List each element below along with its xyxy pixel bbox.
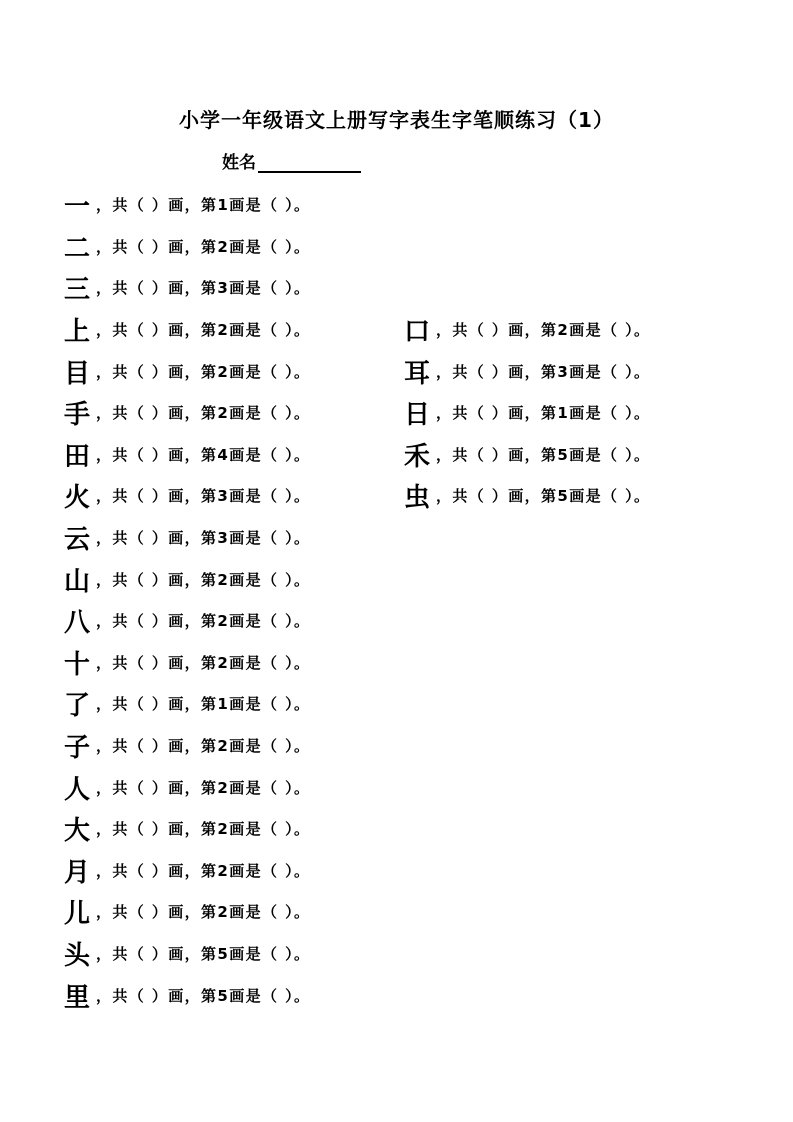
target-character: 大 [64,816,91,847]
name-field [222,148,361,173]
exercise-item [64,766,310,808]
name-label: 姓名 [222,153,256,173]
stroke-question: ，共（ ）画，第2画是（ ）。 [96,570,311,589]
stroke-question: ，共（ ）画，第2画是（ ）。 [96,653,311,672]
stroke-question: ，共（ ）画，第3画是（ ）。 [436,362,651,381]
target-character: 里 [64,982,91,1013]
exercise-item [64,933,310,975]
target-character: 田 [64,441,91,472]
exercise-row [64,350,764,392]
exercise-item [64,434,310,476]
stroke-question: ，共（ ）画，第5画是（ ）。 [96,944,311,963]
exercise-item [404,475,650,517]
stroke-question: ，共（ ）画，第2画是（ ）。 [96,612,311,631]
target-character: 云 [64,525,91,556]
target-character: 头 [64,940,91,971]
target-character: 目 [64,358,91,389]
stroke-question: ，共（ ）画，第2画是（ ）。 [96,237,311,256]
stroke-question: ，共（ ）画，第2画是（ ）。 [96,861,311,880]
target-character: 日 [404,400,431,431]
stroke-question: ，共（ ）画，第5画是（ ）。 [436,487,651,506]
exercise-row [64,725,764,767]
stroke-question: ，共（ ）画，第2画是（ ）。 [96,362,311,381]
target-character: 一 [64,192,91,223]
stroke-question: ，共（ ）画，第2画是（ ）。 [436,321,651,340]
exercise-item [404,350,650,392]
target-character: 上 [64,317,91,348]
target-character: 三 [64,275,91,306]
exercise-item [64,475,310,517]
exercise-row [64,933,764,975]
exercise-item [64,226,310,268]
target-character: 月 [64,857,91,888]
stroke-question: ，共（ ）画，第2画是（ ）。 [96,903,311,922]
target-character: 口 [404,317,431,348]
exercise-item [64,600,310,642]
target-character: 儿 [64,899,91,930]
target-character: 二 [64,233,91,264]
page-title: 小学一年级语文上册写字表生字笔顺练习（1） [179,108,614,132]
exercise-item [64,725,310,767]
name-blank-line[interactable] [258,153,361,173]
exercise-row [64,683,764,725]
stroke-question: ，共（ ）画，第2画是（ ）。 [96,778,311,797]
exercise-item [404,434,650,476]
exercise-row [64,850,764,892]
exercise-item [64,350,310,392]
target-character: 八 [64,608,91,639]
stroke-question: ，共（ ）画，第2画是（ ）。 [96,321,311,340]
exercise-item [64,558,310,600]
exercise-item [64,267,310,309]
stroke-question: ，共（ ）画，第3画是（ ）。 [96,279,311,298]
exercise-item [64,974,310,1016]
exercise-item [64,683,310,725]
exercise-item [64,517,310,559]
stroke-question: ，共（ ）画，第1画是（ ）。 [436,404,651,423]
exercise-row [64,309,764,351]
target-character: 人 [64,774,91,805]
exercise-item [64,309,310,351]
stroke-question: ，共（ ）画，第5画是（ ）。 [436,445,651,464]
target-character: 虫 [404,483,431,514]
exercise-row [64,434,764,476]
exercise-row [64,766,764,808]
exercise-item [64,642,310,684]
stroke-question: ，共（ ）画，第2画是（ ）。 [96,737,311,756]
target-character: 禾 [404,441,431,472]
exercise-row [64,267,764,309]
exercise-item [64,891,310,933]
exercise-item [404,392,650,434]
target-character: 山 [64,566,91,597]
stroke-question: ，共（ ）画，第2画是（ ）。 [96,404,311,423]
target-character: 了 [64,691,91,722]
exercise-row [64,600,764,642]
target-character: 火 [64,483,91,514]
exercise-row [64,517,764,559]
exercise-item [404,309,650,351]
stroke-question: ，共（ ）画，第3画是（ ）。 [96,487,311,506]
exercise-row [64,558,764,600]
exercise-item [64,392,310,434]
stroke-question: ，共（ ）画，第5画是（ ）。 [96,986,311,1005]
target-character: 子 [64,733,91,764]
target-character: 耳 [404,358,431,389]
exercise-row [64,808,764,850]
exercise-row [64,184,764,226]
stroke-question: ，共（ ）画，第4画是（ ）。 [96,445,311,464]
exercise-item [64,808,310,850]
exercise-row [64,226,764,268]
exercise-row [64,642,764,684]
exercise-item [64,850,310,892]
stroke-question: ，共（ ）画，第1画是（ ）。 [96,695,311,714]
exercise-list [64,184,764,1016]
target-character: 手 [64,400,91,431]
exercise-row [64,392,764,434]
exercise-row [64,475,764,517]
exercise-item [64,184,310,226]
exercise-row [64,974,764,1016]
stroke-question: ，共（ ）画，第2画是（ ）。 [96,820,311,839]
stroke-question: ，共（ ）画，第1画是（ ）。 [96,196,311,215]
stroke-question: ，共（ ）画，第3画是（ ）。 [96,529,311,548]
target-character: 十 [64,649,91,680]
exercise-row [64,891,764,933]
